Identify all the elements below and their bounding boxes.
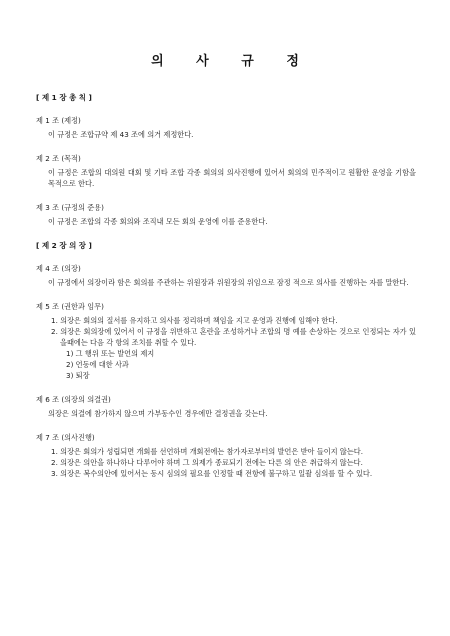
- article-subitem: 3) 퇴장: [66, 371, 90, 380]
- article-item: 1. 의장은 회의의 질서를 유지하고 의사를 정리하며 책임을 지고 운영과 진행에 임해야 한다.: [51, 316, 338, 325]
- article-subitem: 1) 그 행위 또는 발언의 제지: [66, 349, 155, 358]
- chapter-heading: [ 제 2 장 의 장 ]: [36, 241, 92, 250]
- article-item: 1. 의장은 회의가 성립되면 개회를 선언하며 개회전에는 참가자로부터의 발언은 받아 들이지 않는다.: [51, 447, 364, 456]
- article-paragraph: 이 규정에서 의장이라 함은 회의를 주관하는 위원장과 위원장의 위임으로 잠정 적으로 의사를 진행하는 자를 말한다.: [48, 278, 409, 287]
- article-heading: 제 4 조 (의장): [36, 264, 81, 273]
- article-heading: 제 1 조 (제정): [36, 116, 81, 125]
- article-subitem: 2) 언동에 대한 사과: [66, 360, 129, 369]
- article: [36, 263, 416, 288]
- article-heading: 제 5 조 (권한과 임무): [36, 302, 104, 311]
- document-body: [36, 92, 416, 492]
- article-item: 3. 의장은 복수의안에 있어서는 동시 심의의 필요를 인정할 때 전항에 불구하고 일괄 심의를 할 수 있다.: [51, 469, 373, 478]
- article: [36, 301, 416, 381]
- article: [36, 153, 416, 189]
- article-paragraph: 이 규정은 조합규약 제 43 조에 의거 제정한다.: [48, 130, 194, 139]
- article-paragraph: 의장은 의결에 참가하지 않으며 가부동수인 경우에만 결정권을 갖는다.: [48, 409, 268, 418]
- article: [36, 394, 416, 419]
- article: [36, 202, 416, 227]
- article-heading: 제 7 조 (의사진행): [36, 433, 95, 442]
- article-paragraph: 이 규정은 조합의 각종 회의와 조직내 모든 회의 운영에 이를 준용한다.: [48, 217, 268, 226]
- article-heading: 제 2 조 (목적): [36, 154, 81, 163]
- article-heading: 제 6 조 (의장의 의결권): [36, 395, 111, 404]
- article: [36, 432, 416, 479]
- article-item: 2. 의장은 회의장에 있어서 이 규정을 위반하고 혼란을 조성하거나 조합의 명 예를 손상하는 것으로 인정되는 자가 있을때에는 다음 각 항의 조치를 취할 수 있다.: [51, 327, 416, 347]
- article-item: 2. 의장은 의안을 하나하나 다루어야 하며 그 의제가 종료되기 전에는 다른 의 안은 취급하지 않는다.: [51, 458, 363, 467]
- article-paragraph: 이 규정은 조합의 대의원 대회 및 기타 조합 각종 회의의 의사진행에 있어서 회의의 민주적이고 원활한 운영을 기함을 목적으로 한다.: [48, 168, 416, 188]
- chapter-heading: [ 제 1 장 총 칙 ]: [36, 93, 92, 102]
- article: [36, 115, 416, 140]
- article-heading: 제 3 조 (규정의 준용): [36, 203, 104, 212]
- document-title: 의 사 규 정: [151, 54, 313, 69]
